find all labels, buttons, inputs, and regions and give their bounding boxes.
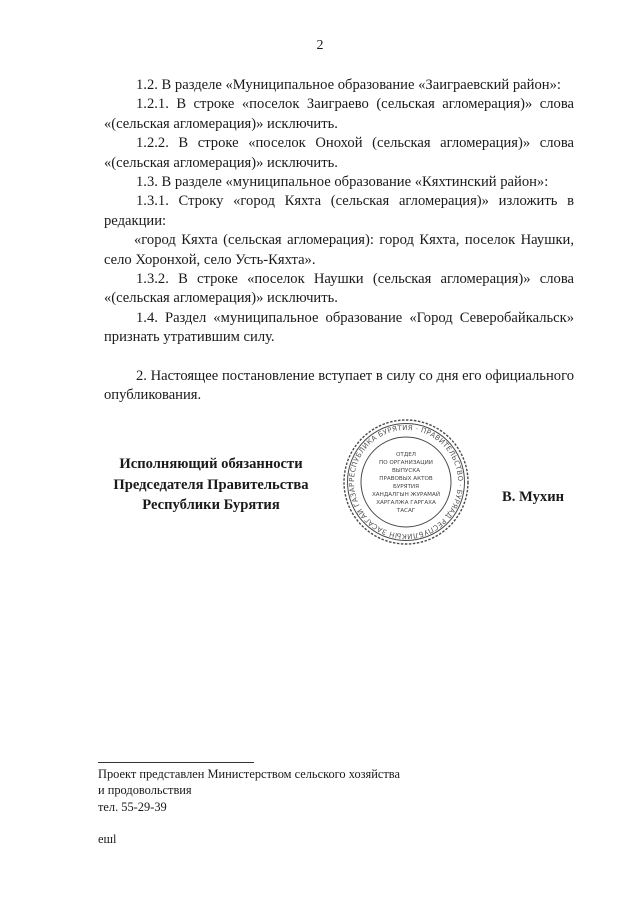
- seal-ring-text: РЕСПУБЛИКА БУРЯТИЯ · ПРАВИТЕЛЬСТВО · БУРЯАД РЕСПУБЛИКЫН ЗАСАГАЙ ГАЗАР: [347, 423, 465, 541]
- paragraph-1-3-1: 1.3.1. Строку «город Кяхта (сельская агломерация)» изложить в редакции:: [104, 193, 574, 229]
- paragraph-1-3-2: 1.3.2. В строке «поселок Наушки (сельская агломерация)» слова «(сельская агломерация)» исключить.: [104, 271, 574, 307]
- footnote-divider: [98, 762, 254, 763]
- paragraph-1-2-2: 1.2.2. В строке «поселок Онохой (сельская агломерация)» слова «(сельская агломерация)» исключить.: [104, 135, 574, 171]
- position-line-1: Исполняющий обязанности: [119, 456, 303, 472]
- paragraph-1-2-1: 1.2.1. В строке «поселок Заиграево (сельская агломерация)» слова «(сельская агломерация)» исключить.: [104, 96, 574, 132]
- footnote-line-2: и продовольствия: [98, 783, 192, 798]
- page-number: 2: [316, 38, 324, 53]
- signatory-position: [104, 454, 318, 516]
- seal-inner-line: ТАСАГ: [396, 508, 416, 514]
- position-line-2: Председателя Правительства: [113, 476, 309, 493]
- paragraph-1-3: 1.3. В разделе «муниципальное образование «Кяхтинский район»:: [136, 174, 549, 191]
- footnote-phone: тел. 55-29-39: [98, 799, 167, 814]
- seal-inner-line: БУРЯТИЯ: [393, 484, 419, 490]
- seal-inner-line: ХАРГАЛЖА ГАРГАХА: [376, 500, 436, 506]
- paragraph-2: 2. Настоящее постановление вступает в силу со дня его официального опубликования.: [104, 367, 574, 404]
- document-body: [104, 76, 574, 406]
- paragraph-1-4: 1.4. Раздел «муниципальное образование «Город Северобайкальск» признать утратившим силу.: [104, 309, 574, 346]
- footnote-line-1: Проект представлен Министерством сельского хозяйства: [98, 767, 400, 781]
- footnote: [98, 766, 400, 815]
- seal-inner-line: ОТДЕЛ: [396, 452, 416, 458]
- seal-inner-line: ПРАВОВЫХ АКТОВ: [379, 476, 433, 482]
- signatory-name: В. Мухин: [502, 489, 565, 505]
- seal-inner-line: ХАНДАЛГЫН ЖУРАМАЙ: [371, 492, 441, 498]
- paragraph-1-2: 1.2. В разделе «Муниципальное образование «Заиграевский район»:: [136, 77, 561, 93]
- official-seal-stamp: [338, 418, 474, 546]
- position-line-3: Республики Бурятия: [142, 497, 280, 513]
- seal-inner-line: ВЫПУСКА: [391, 468, 421, 474]
- file-code: ешl: [98, 832, 117, 846]
- seal-inner-line: ПО ОРГАНИЗАЦИИ: [379, 460, 433, 466]
- paragraph-quote: «город Кяхта (сельская агломерация): город Кяхта, поселок Наушки, село Хоронхой, село Усть-Кяхта».: [104, 232, 574, 268]
